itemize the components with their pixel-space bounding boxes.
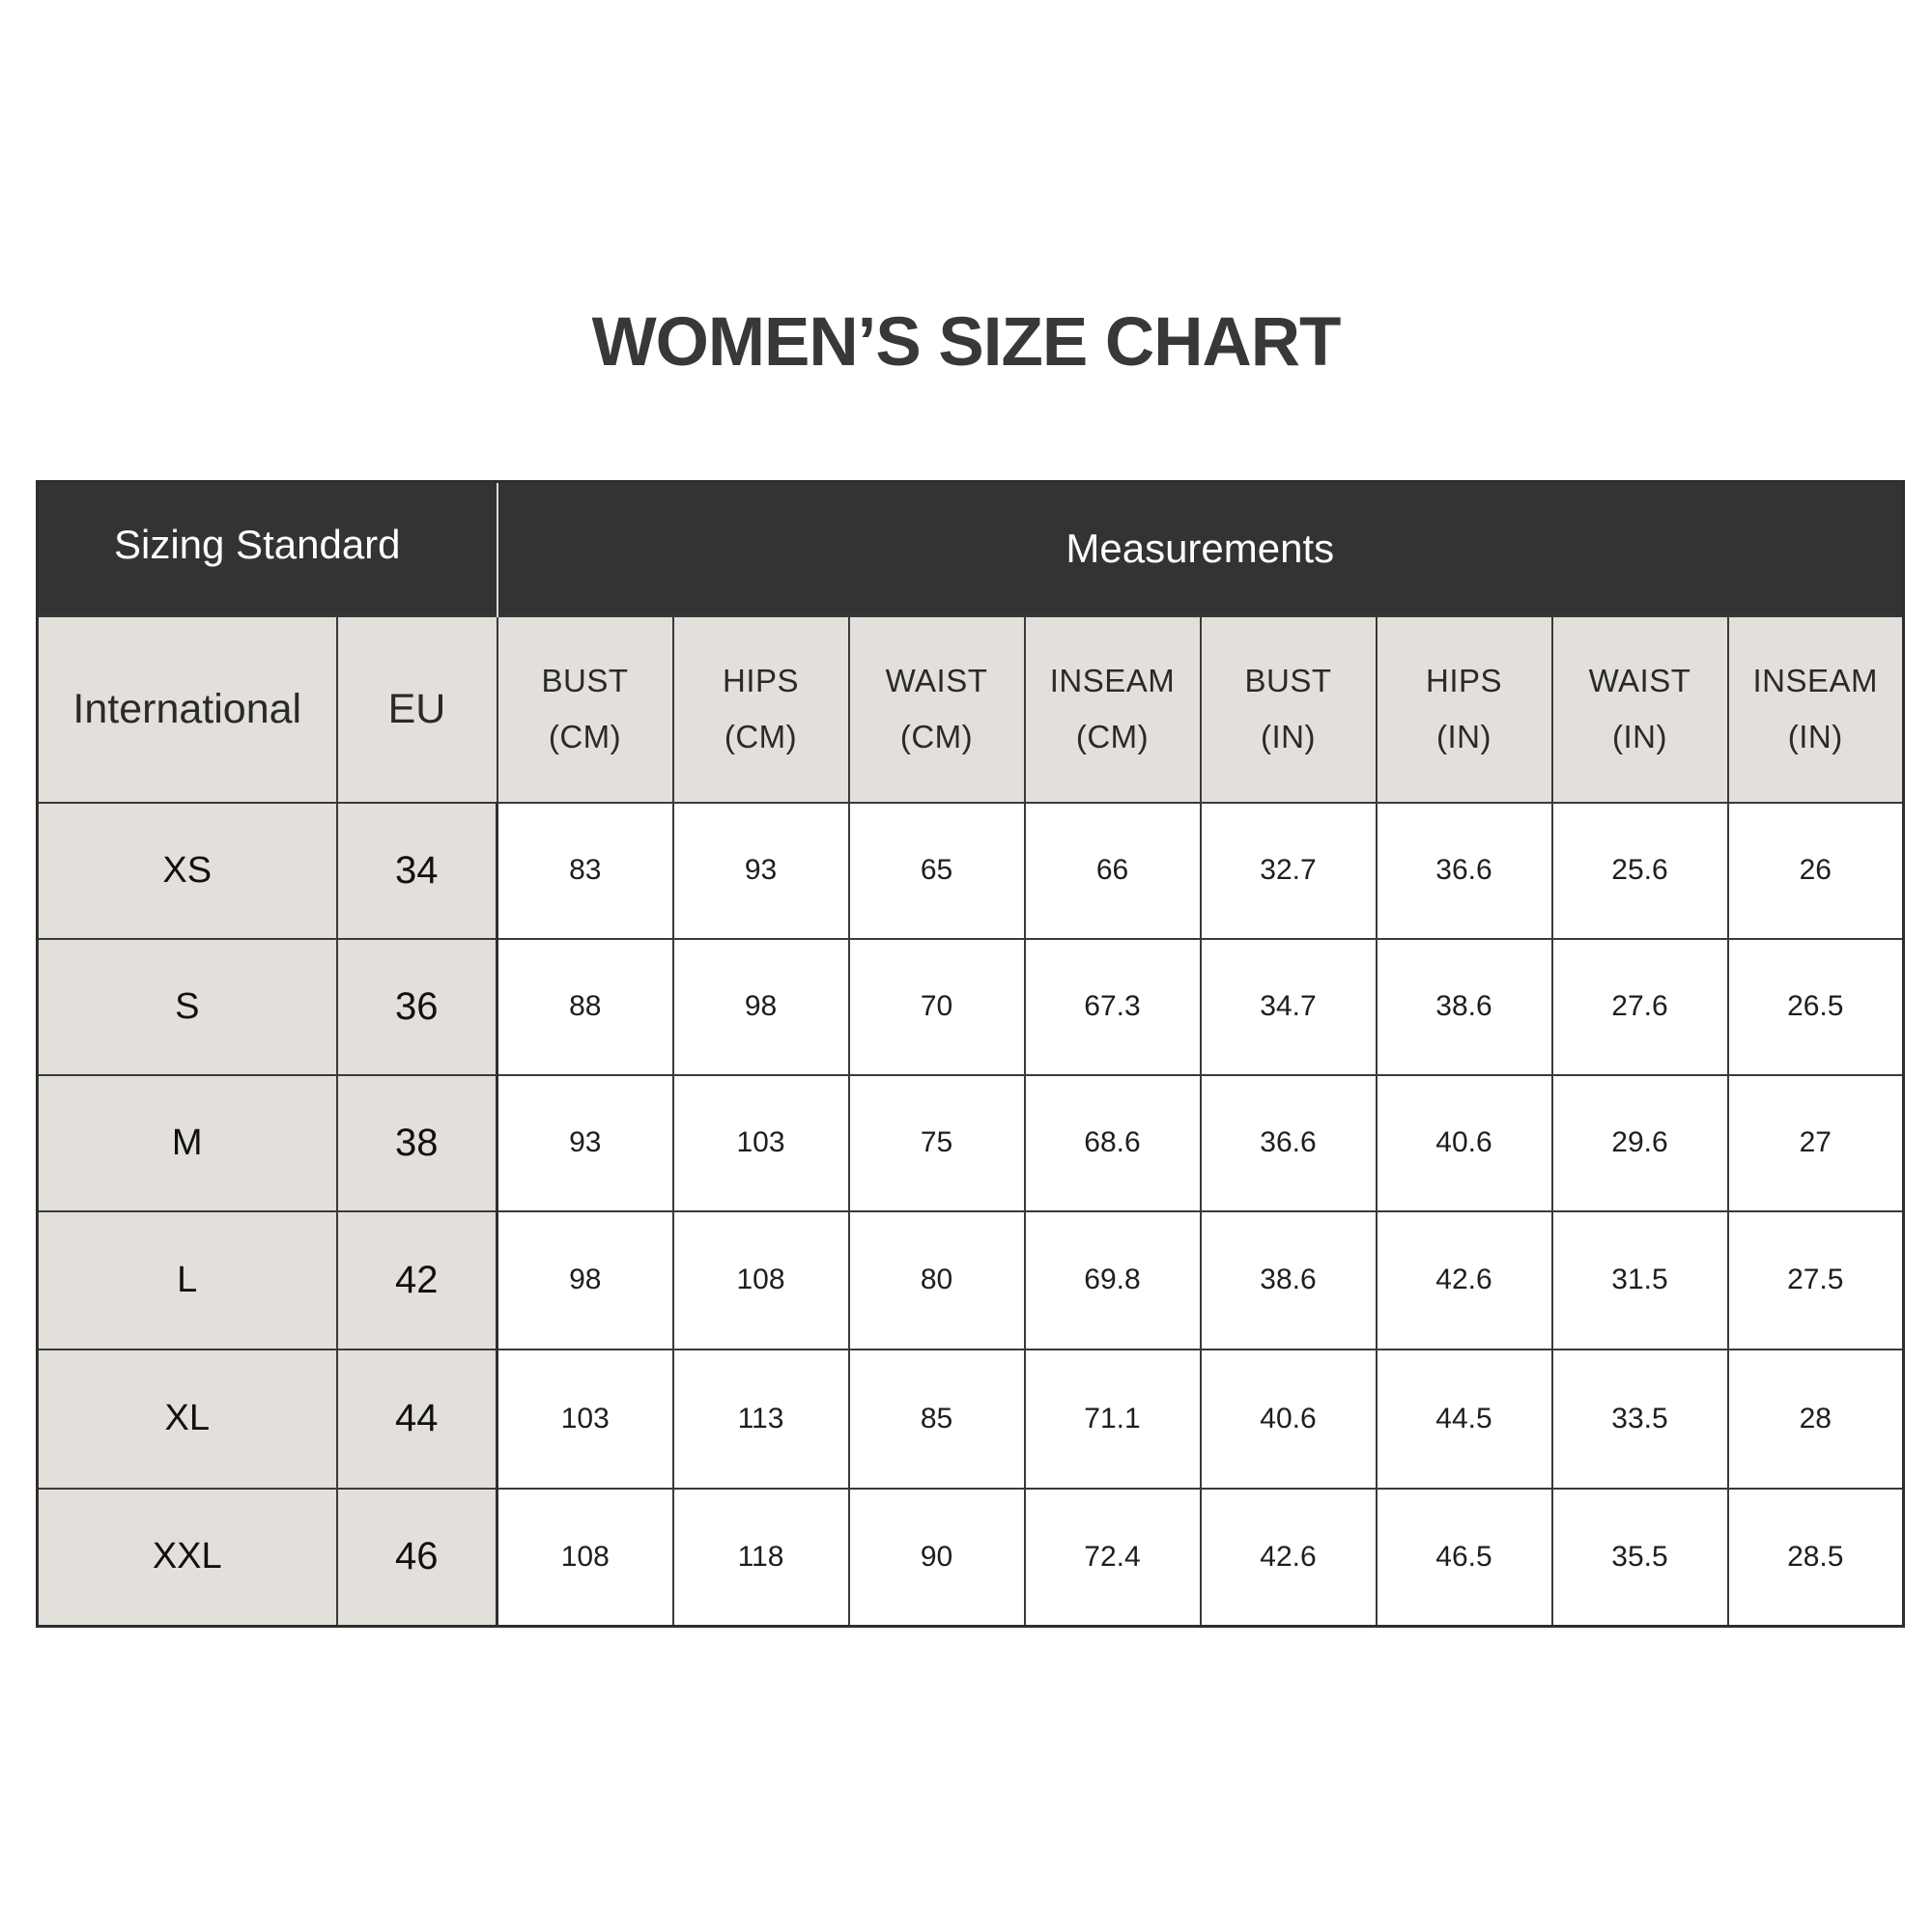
cell-measurement-value: 26 <box>1728 803 1904 939</box>
cell-measurement-value: 103 <box>497 1350 673 1489</box>
column-header-inseam-in <box>1728 616 1904 803</box>
column-header-unit: (CM) <box>899 719 974 754</box>
cell-measurement-value: 90 <box>849 1489 1025 1627</box>
cell-measurement-value: 40.6 <box>1201 1350 1377 1489</box>
cell-eu-size: 34 <box>337 803 497 939</box>
cell-measurement-value: 83 <box>497 803 673 939</box>
table-row <box>38 1075 1904 1211</box>
column-header-unit: (CM) <box>548 719 622 754</box>
cell-eu-size: 44 <box>337 1350 497 1489</box>
column-header-name: BUST <box>541 663 629 698</box>
column-header-inseam-cm <box>1025 616 1201 803</box>
column-header-hips-cm <box>673 616 849 803</box>
cell-measurement-value: 33.5 <box>1552 1350 1728 1489</box>
cell-measurement-value: 69.8 <box>1025 1211 1201 1350</box>
column-header-unit: (CM) <box>1075 719 1150 754</box>
column-header-name: WAIST <box>885 663 988 698</box>
cell-measurement-value: 27.6 <box>1552 939 1728 1075</box>
cell-measurement-value: 75 <box>849 1075 1025 1211</box>
size-chart-table <box>36 480 1905 1628</box>
cell-measurement-value: 72.4 <box>1025 1489 1201 1627</box>
cell-measurement-value: 65 <box>849 803 1025 939</box>
table-row <box>38 1350 1904 1489</box>
column-header-name: WAIST <box>1588 663 1691 698</box>
cell-eu-size: 46 <box>337 1489 497 1627</box>
column-group-row <box>38 482 1904 616</box>
cell-measurement-value: 44.5 <box>1377 1350 1552 1489</box>
cell-measurement-value: 40.6 <box>1377 1075 1552 1211</box>
column-header-unit: (IN) <box>1436 719 1492 754</box>
cell-international-size: XS <box>38 803 337 939</box>
table-row <box>38 1489 1904 1627</box>
cell-measurement-value: 80 <box>849 1211 1025 1350</box>
cell-measurement-value: 36.6 <box>1201 1075 1377 1211</box>
cell-international-size: L <box>38 1211 337 1350</box>
column-header-bust-cm <box>497 616 673 803</box>
cell-measurement-value: 28.5 <box>1728 1489 1904 1627</box>
table-row <box>38 803 1904 939</box>
column-header-bust-in <box>1201 616 1377 803</box>
cell-measurement-value: 93 <box>497 1075 673 1211</box>
cell-measurement-value: 34.7 <box>1201 939 1377 1075</box>
column-header-eu: EU <box>337 616 497 803</box>
column-header-name: INSEAM <box>1752 663 1879 698</box>
cell-measurement-value: 98 <box>673 939 849 1075</box>
column-header-unit: (IN) <box>1787 719 1843 754</box>
cell-measurement-value: 26.5 <box>1728 939 1904 1075</box>
cell-measurement-value: 42.6 <box>1377 1211 1552 1350</box>
cell-measurement-value: 113 <box>673 1350 849 1489</box>
cell-measurement-value: 103 <box>673 1075 849 1211</box>
column-header-unit: (IN) <box>1261 719 1316 754</box>
cell-international-size: S <box>38 939 337 1075</box>
cell-eu-size: 42 <box>337 1211 497 1350</box>
cell-measurement-value: 108 <box>497 1489 673 1627</box>
table-body <box>38 803 1904 1627</box>
chart-title: WOMEN’S SIZE CHART <box>591 304 1341 381</box>
table-row <box>38 939 1904 1075</box>
column-header-unit: (IN) <box>1612 719 1667 754</box>
cell-measurement-value: 25.6 <box>1552 803 1728 939</box>
column-header-name: HIPS <box>1425 663 1503 698</box>
cell-measurement-value: 46.5 <box>1377 1489 1552 1627</box>
column-header-unit: (CM) <box>724 719 798 754</box>
cell-measurement-value: 66 <box>1025 803 1201 939</box>
cell-measurement-value: 68.6 <box>1025 1075 1201 1211</box>
cell-international-size: XXL <box>38 1489 337 1627</box>
cell-measurement-value: 85 <box>849 1350 1025 1489</box>
cell-measurement-value: 88 <box>497 939 673 1075</box>
cell-measurement-value: 32.7 <box>1201 803 1377 939</box>
column-header-hips-in <box>1377 616 1552 803</box>
cell-measurement-value: 29.6 <box>1552 1075 1728 1211</box>
cell-international-size: XL <box>38 1350 337 1489</box>
cell-measurement-value: 35.5 <box>1552 1489 1728 1627</box>
cell-international-size: M <box>38 1075 337 1211</box>
cell-measurement-value: 70 <box>849 939 1025 1075</box>
column-header-waist-cm <box>849 616 1025 803</box>
group-header-sizing-standard: Sizing Standard <box>38 482 497 616</box>
cell-measurement-value: 67.3 <box>1025 939 1201 1075</box>
cell-measurement-value: 98 <box>497 1211 673 1350</box>
cell-measurement-value: 42.6 <box>1201 1489 1377 1627</box>
cell-measurement-value: 28 <box>1728 1350 1904 1489</box>
column-header-name: INSEAM <box>1049 663 1176 698</box>
cell-measurement-value: 27 <box>1728 1075 1904 1211</box>
column-header-international: International <box>38 616 337 803</box>
column-header-waist-in <box>1552 616 1728 803</box>
column-header-name: HIPS <box>722 663 800 698</box>
cell-measurement-value: 31.5 <box>1552 1211 1728 1350</box>
cell-measurement-value: 93 <box>673 803 849 939</box>
group-header-measurements: Measurements <box>497 482 1904 616</box>
cell-measurement-value: 38.6 <box>1201 1211 1377 1350</box>
column-header-name: BUST <box>1244 663 1332 698</box>
cell-eu-size: 36 <box>337 939 497 1075</box>
table-row <box>38 1211 1904 1350</box>
cell-measurement-value: 71.1 <box>1025 1350 1201 1489</box>
cell-measurement-value: 118 <box>673 1489 849 1627</box>
cell-measurement-value: 27.5 <box>1728 1211 1904 1350</box>
cell-measurement-value: 36.6 <box>1377 803 1552 939</box>
cell-measurement-value: 108 <box>673 1211 849 1350</box>
column-header-row <box>38 616 1904 803</box>
cell-eu-size: 38 <box>337 1075 497 1211</box>
cell-measurement-value: 38.6 <box>1377 939 1552 1075</box>
